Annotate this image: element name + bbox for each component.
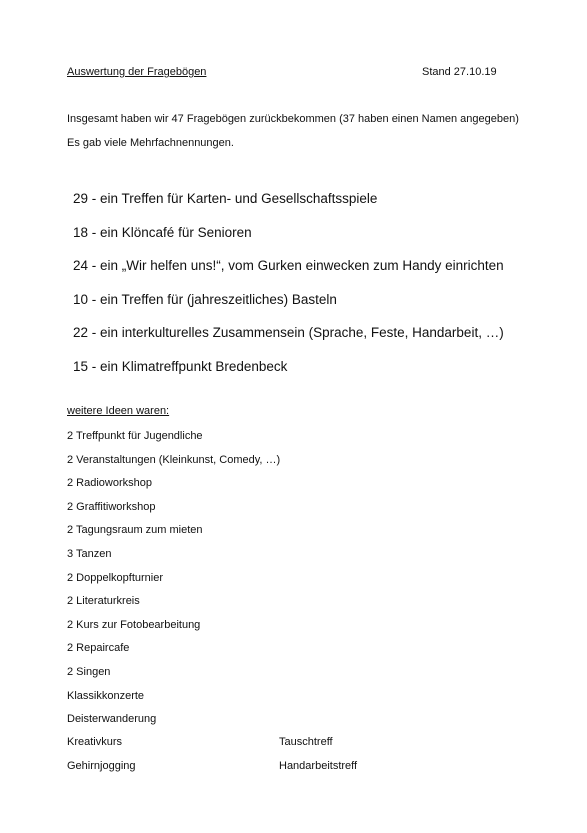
idea-item: 3 Tanzen <box>67 547 112 560</box>
main-result-item: 18 - ein Klöncafé für Senioren <box>73 224 252 240</box>
main-result-item: 22 - ein interkulturelles Zusammensein (Sprache, Feste, Handarbeit, …) <box>73 325 504 340</box>
idea-item: 2 Kurs zur Fotobearbeitung <box>67 618 201 631</box>
main-result-item: 10 - ein Treffen für (jahreszeitliches) Basteln <box>73 291 337 307</box>
more-ideas-list <box>67 429 280 736</box>
idea-item-right: Handarbeitstreff <box>279 760 358 772</box>
idea-item: 2 Tagungsraum zum mieten <box>67 524 203 537</box>
idea-item: 2 Literaturkreis <box>67 595 140 608</box>
idea-item: 2 Singen <box>67 665 111 678</box>
idea-item-right: Tauschtreff <box>279 736 333 748</box>
idea-item: 2 Repaircafe <box>67 642 130 655</box>
document-date: Stand 27.10.19 <box>422 66 497 78</box>
idea-item: 2 Graffitiworkshop <box>67 500 156 513</box>
idea-item: 2 Veranstaltungen (Kleinkunst, Comedy, …) <box>67 453 281 466</box>
main-result-item: 15 - ein Klimatreffpunkt Bredenbeck <box>73 358 288 374</box>
main-result-item: 24 - ein „Wir helfen uns!“, vom Gurken einwecken zum Handy einrichten <box>73 258 504 273</box>
idea-item: 2 Radioworkshop <box>67 477 152 490</box>
main-result-item: 29 - ein Treffen für Karten- und Gesellschaftsspiele <box>73 191 378 206</box>
idea-item: 2 Treffpunkt für Jugendliche <box>67 430 203 442</box>
more-ideas-heading: weitere Ideen waren: <box>67 405 170 417</box>
document-title: Auswertung der Fragebögen <box>67 66 207 78</box>
main-results-list <box>73 189 504 390</box>
intro-line-multiple: Es gab viele Mehrfachnennungen. <box>67 137 234 149</box>
idea-item: Klassikkonzerte <box>67 689 145 702</box>
idea-item-left: Gehirnjogging <box>67 760 136 772</box>
intro-line-total: Insgesamt haben wir 47 Fragebögen zurückbekommen (37 haben einen Namen angegeben) <box>67 113 519 125</box>
idea-item-left: Kreativkurs <box>67 736 123 748</box>
idea-item: 2 Doppelkopfturnier <box>67 571 164 584</box>
idea-row <box>67 736 467 752</box>
idea-item: Deisterwanderung <box>67 713 157 726</box>
idea-row <box>67 760 467 776</box>
